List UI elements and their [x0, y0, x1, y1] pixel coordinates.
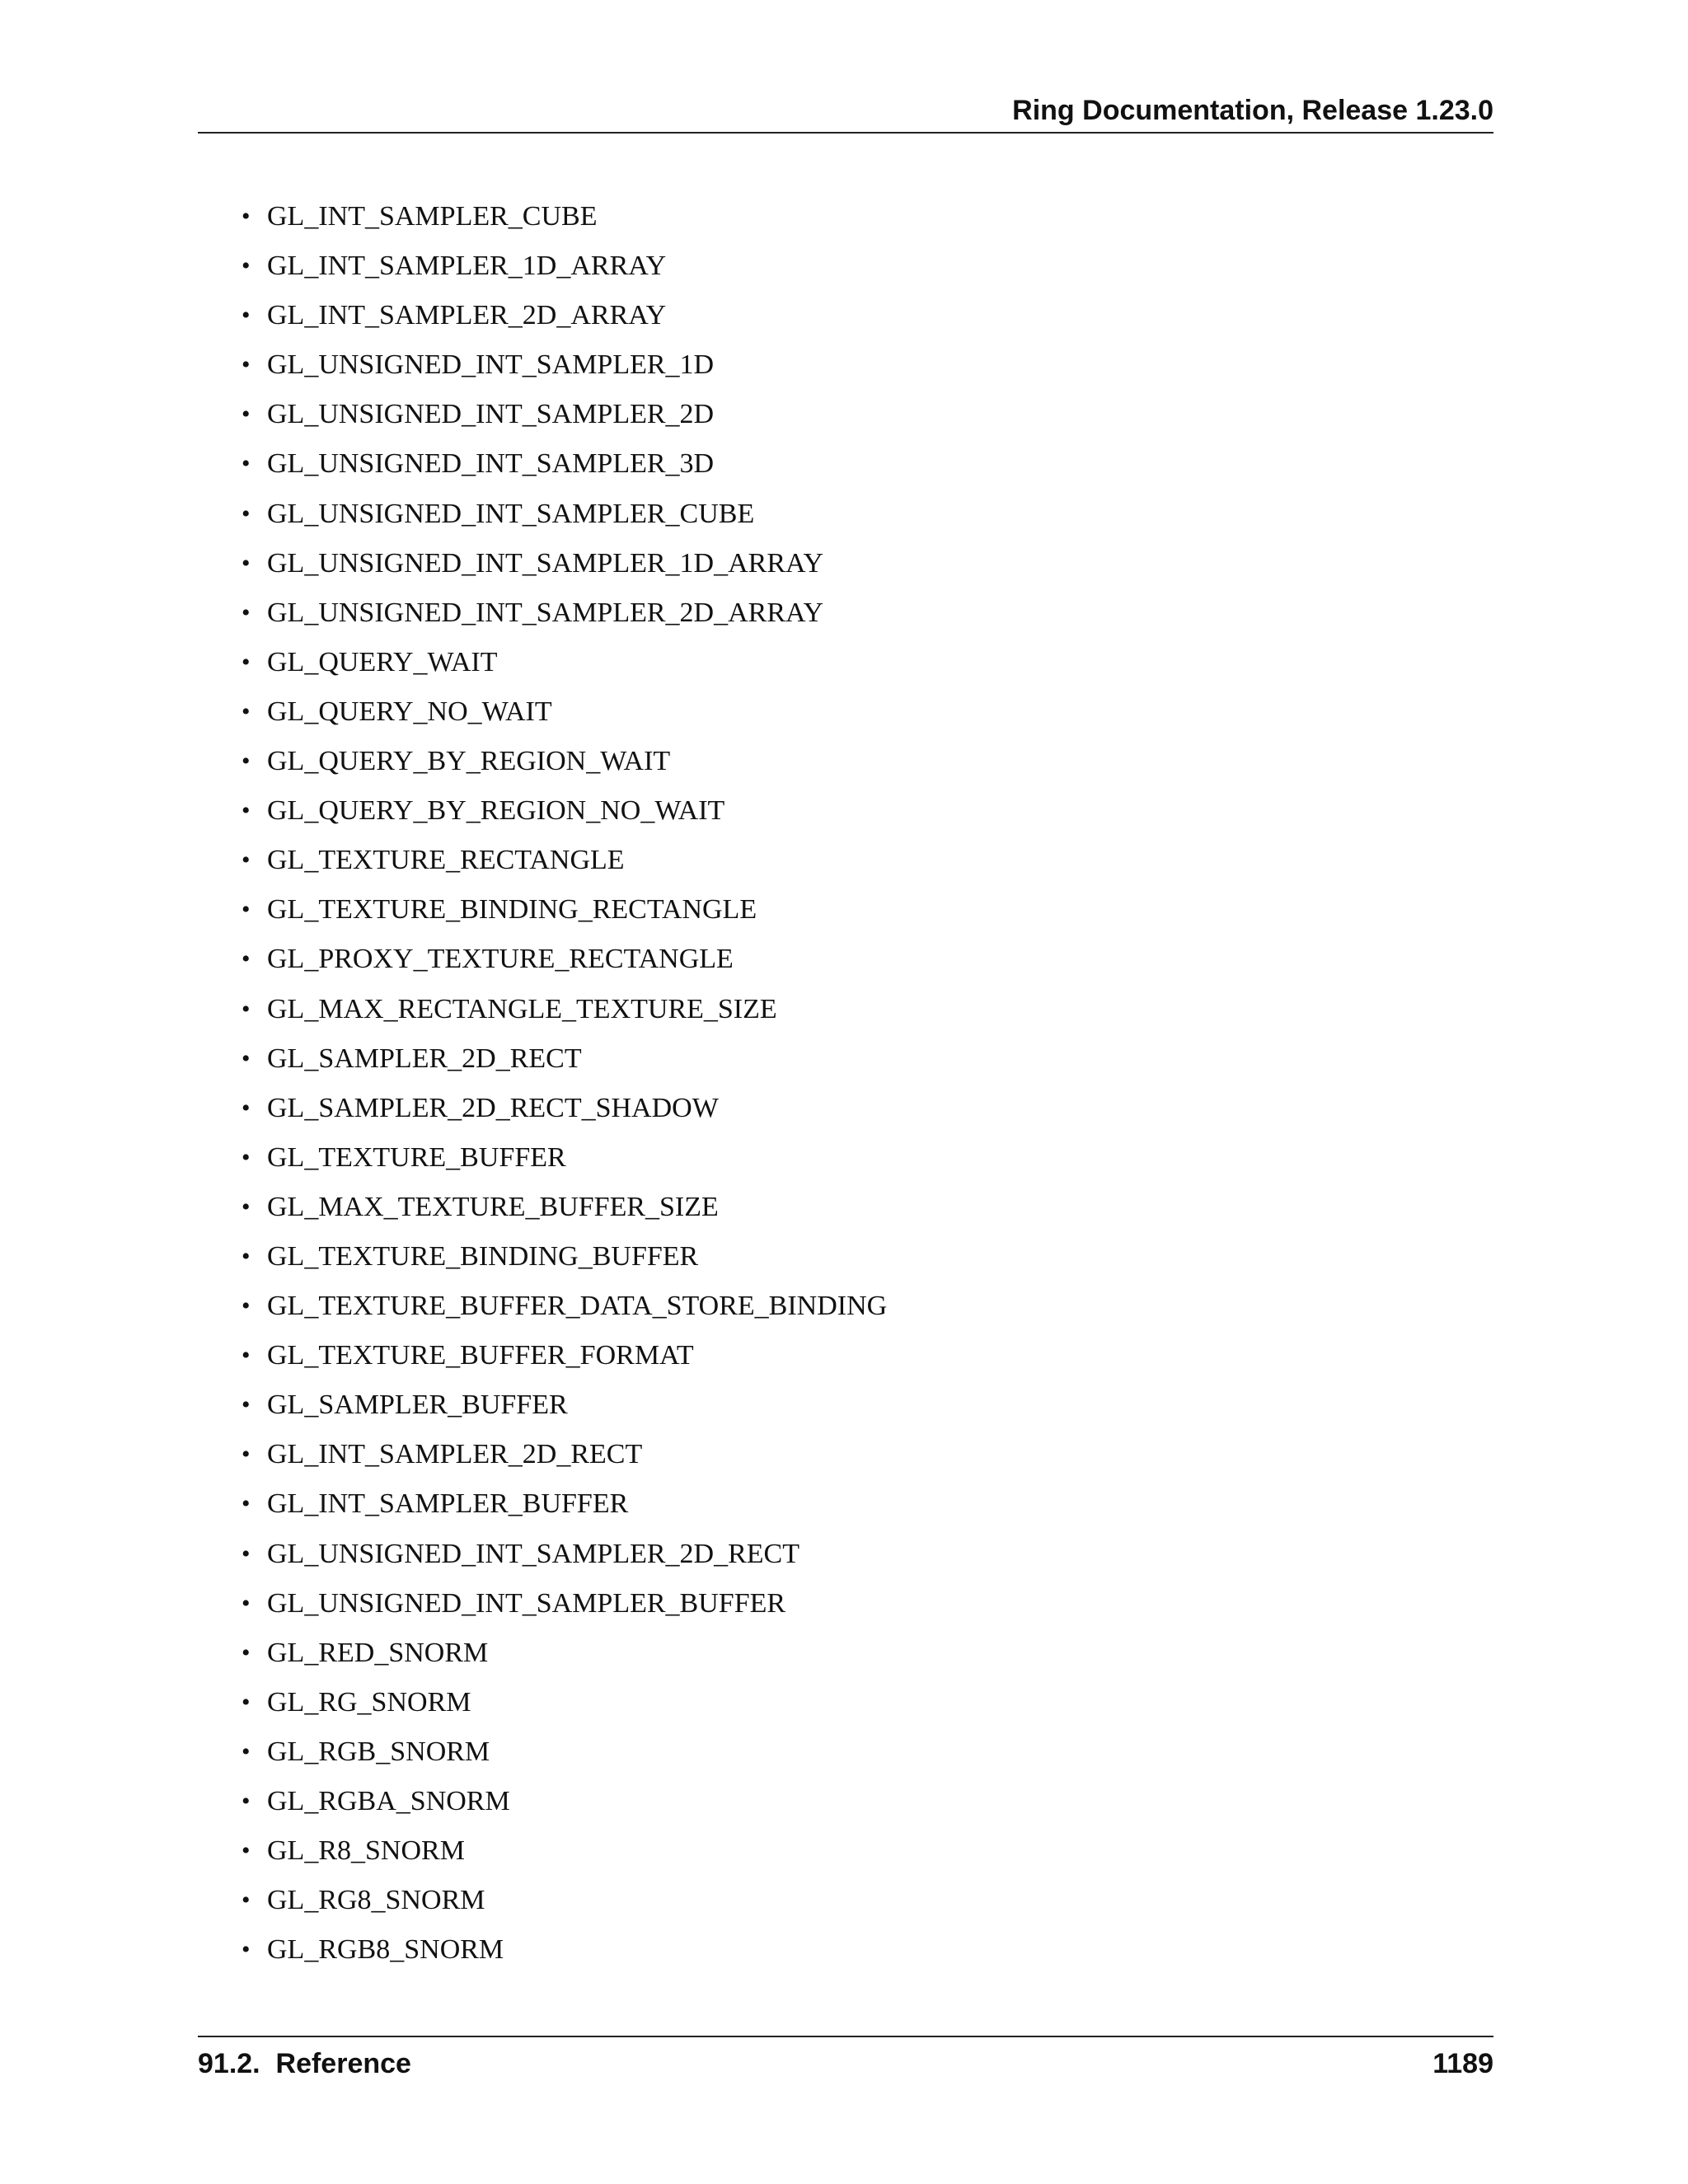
bullet-icon: • [241, 598, 251, 626]
list-item-label: GL_TEXTURE_BUFFER [267, 1141, 566, 1173]
list-item-label: GL_PROXY_TEXTURE_RECTANGLE [267, 944, 734, 975]
bullet-icon: • [241, 351, 251, 379]
list-item-label: GL_UNSIGNED_INT_SAMPLER_BUFFER [267, 1587, 786, 1619]
list-item-label: GL_UNSIGNED_INT_SAMPLER_2D [267, 399, 715, 430]
bullet-icon: • [241, 648, 251, 676]
list-item-label: GL_UNSIGNED_INT_SAMPLER_2D_RECT [267, 1538, 799, 1569]
bullet-icon: • [241, 1886, 251, 1915]
list-item-label: GL_RED_SNORM [267, 1637, 489, 1668]
bullet-icon: • [241, 1242, 251, 1270]
bullet-icon: • [241, 1441, 251, 1469]
list-item-label: GL_INT_SAMPLER_2D_ARRAY [267, 300, 667, 331]
bullet-icon: • [241, 450, 251, 478]
bullet-icon: • [241, 401, 251, 429]
list-item-label: GL_QUERY_WAIT [267, 646, 498, 677]
list-item-label: GL_INT_SAMPLER_1D_ARRAY [267, 251, 667, 282]
list-item-label: GL_SAMPLER_2D_RECT_SHADOW [267, 1092, 719, 1123]
bullet-icon: • [241, 1540, 251, 1568]
bullet-icon: • [241, 1193, 251, 1221]
bullet-icon: • [241, 1788, 251, 1815]
list-item-label: GL_TEXTURE_BINDING_BUFFER [267, 1240, 699, 1272]
list-item-label: GL_R8_SNORM [267, 1835, 465, 1867]
page-footer [198, 2036, 1493, 2087]
bullet-icon: • [241, 748, 251, 776]
list-item-label: GL_RG_SNORM [267, 1686, 471, 1718]
list-item-label: GL_SAMPLER_BUFFER [267, 1390, 568, 1421]
bullet-icon: • [241, 1490, 251, 1518]
list-item-label: GL_RGB_SNORM [267, 1736, 490, 1767]
list-item-label: GL_UNSIGNED_INT_SAMPLER_1D [267, 349, 715, 381]
list-item-label: GL_INT_SAMPLER_2D_RECT [267, 1439, 643, 1470]
list-item-label: GL_UNSIGNED_INT_SAMPLER_1D_ARRAY [267, 547, 824, 579]
bullet-icon: • [241, 995, 251, 1023]
list-item-label: GL_TEXTURE_RECTANGLE [267, 845, 625, 876]
list-item-label: GL_UNSIGNED_INT_SAMPLER_CUBE [267, 498, 755, 529]
list-item-label: GL_RG8_SNORM [267, 1885, 485, 1916]
list-item-label: GL_TEXTURE_BUFFER_DATA_STORE_BINDING [267, 1291, 888, 1322]
bullet-icon: • [241, 1143, 251, 1171]
bullet-icon: • [241, 1688, 251, 1716]
bullet-icon: • [241, 302, 251, 330]
bullet-icon: • [241, 1737, 251, 1765]
list-item-label: GL_QUERY_BY_REGION_NO_WAIT [267, 795, 725, 827]
bullet-icon: • [241, 1391, 251, 1419]
document-title: Ring Documentation, Release 1.23.0 [1012, 95, 1493, 126]
bullet-icon: • [241, 797, 251, 825]
bullet-icon: • [241, 1936, 251, 1964]
bullet-icon: • [241, 846, 251, 874]
list-item-label: GL_MAX_TEXTURE_BUFFER_SIZE [267, 1191, 719, 1222]
bullet-icon: • [241, 1094, 251, 1122]
bullet-icon: • [241, 1638, 251, 1666]
bullet-icon: • [241, 697, 251, 725]
section-reference: 91.2. Reference [198, 2048, 411, 2079]
list-item-label: GL_SAMPLER_2D_RECT [267, 1043, 582, 1074]
list-item-label: GL_RGB8_SNORM [267, 1934, 504, 1966]
bullet-icon: • [241, 549, 251, 577]
list-item-label: GL_MAX_RECTANGLE_TEXTURE_SIZE [267, 993, 777, 1024]
bullet-icon: • [241, 1292, 251, 1320]
bullet-icon: • [241, 945, 251, 973]
list-item-label: GL_RGBA_SNORM [267, 1786, 510, 1816]
bullet-icon: • [241, 1044, 251, 1072]
bullet-icon: • [241, 896, 251, 924]
bullet-icon: • [241, 252, 251, 280]
page-number: 1189 [1432, 2048, 1493, 2079]
bullet-icon: • [241, 1342, 251, 1370]
page-header [198, 92, 1493, 134]
list-item-label: GL_UNSIGNED_INT_SAMPLER_2D_ARRAY [267, 597, 824, 628]
list-item-label: GL_QUERY_BY_REGION_WAIT [267, 746, 671, 777]
list-item-label: GL_UNSIGNED_INT_SAMPLER_3D [267, 448, 715, 480]
list-item-label: GL_QUERY_NO_WAIT [267, 696, 552, 727]
list-item-label: GL_TEXTURE_BUFFER_FORMAT [267, 1340, 694, 1371]
list-item-label: GL_TEXTURE_BINDING_RECTANGLE [267, 894, 757, 926]
list-item-label: GL_INT_SAMPLER_CUBE [267, 201, 598, 232]
bullet-icon: • [241, 1589, 251, 1617]
bullet-icon: • [241, 499, 251, 527]
bullet-icon: • [241, 1837, 251, 1865]
bullet-icon: • [241, 203, 251, 230]
list-item-label: GL_INT_SAMPLER_BUFFER [267, 1488, 629, 1520]
